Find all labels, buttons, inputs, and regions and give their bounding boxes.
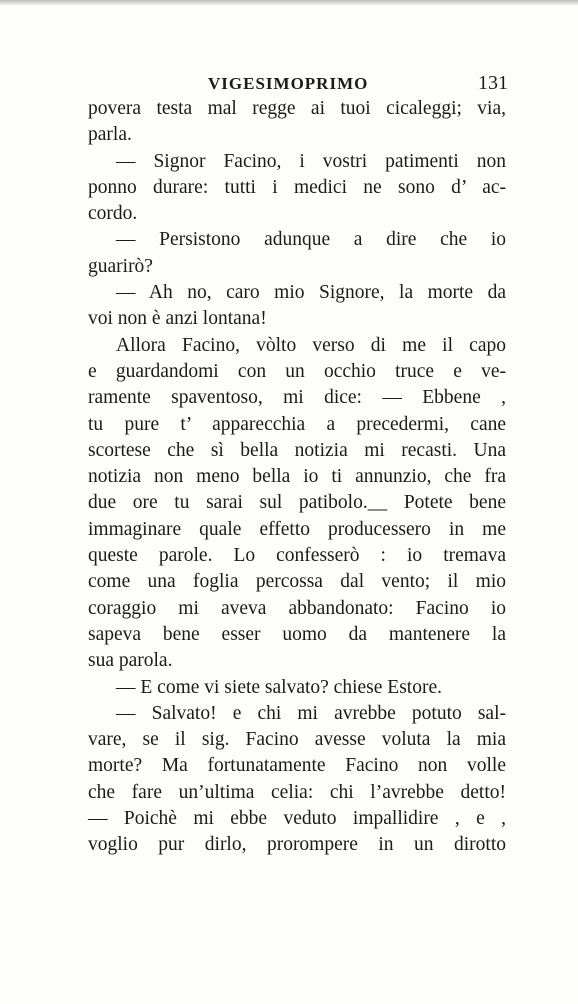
body-text: [88, 96, 506, 859]
text-line: — Poichè mi ebbe veduto impallidire , e ,: [88, 808, 506, 830]
text-line: come una foglia percossa dal vento; il mio: [88, 571, 506, 593]
text-line: — Ah no, caro mio Signore, la morte da: [116, 282, 506, 304]
text-line: che fare un’ultima celia: chi l’avrebbe detto!: [88, 781, 506, 803]
page-number: 131: [478, 72, 508, 94]
text-line: ramente spaventoso, mi dice: — Ebbene ,: [88, 387, 506, 409]
text-line: morte? Ma fortunatamente Facino non volle: [88, 755, 506, 777]
text-line: queste parole. Lo confesserò : io tremava: [88, 545, 506, 567]
page-header: [88, 74, 508, 96]
text-line: parla.: [88, 124, 132, 146]
text-line: vare, se il sig. Facino avesse voluta la mia: [88, 729, 506, 751]
running-title: VIGESIMOPRIMO: [208, 74, 369, 93]
text-line: — E come vi siete salvato? chiese Estore.: [116, 676, 442, 698]
text-line: notizia non meno bella io ti annunzio, che fra: [88, 466, 506, 488]
text-line: tu pure t’ apparecchia a precedermi, cane: [88, 413, 506, 435]
text-line: povera testa mal regge ai tuoi cicaleggi; via,: [88, 98, 506, 119]
text-line: — Persistono adunque a dire che io: [116, 229, 506, 251]
text-line: — Signor Facino, i vostri patimenti non: [116, 150, 506, 172]
text-line: Allora Facino, vòlto verso di me il capo: [116, 334, 506, 356]
text-line: ponno durare: tutti i medici ne sono d’ ac-: [88, 176, 506, 198]
text-line: immaginare quale effetto producessero in me: [88, 518, 506, 540]
text-line: coraggio mi aveva abbandonato: Facino io: [88, 597, 506, 619]
text-line: voi non è anzi lontana!: [88, 308, 267, 330]
text-line: — Salvato! e chi mi avrebbe potuto sal-: [116, 702, 506, 724]
page-top-edge: [0, 0, 578, 6]
text-line: guarirò?: [88, 255, 153, 277]
text-line: sapeva bene esser uomo da mantenere la: [88, 623, 506, 645]
text-line: cordo.: [88, 203, 138, 225]
text-line: sua parola.: [88, 650, 173, 672]
text-line: e guardandomi con un occhio truce e ve-: [88, 360, 506, 382]
text-line: voglio pur dirlo, prorompere in un dirotto: [88, 834, 506, 856]
text-line: scortese che sì bella notizia mi recasti. Una: [88, 439, 506, 461]
text-line: due ore tu sarai sul patibolo.__ Potete bene: [88, 492, 506, 514]
